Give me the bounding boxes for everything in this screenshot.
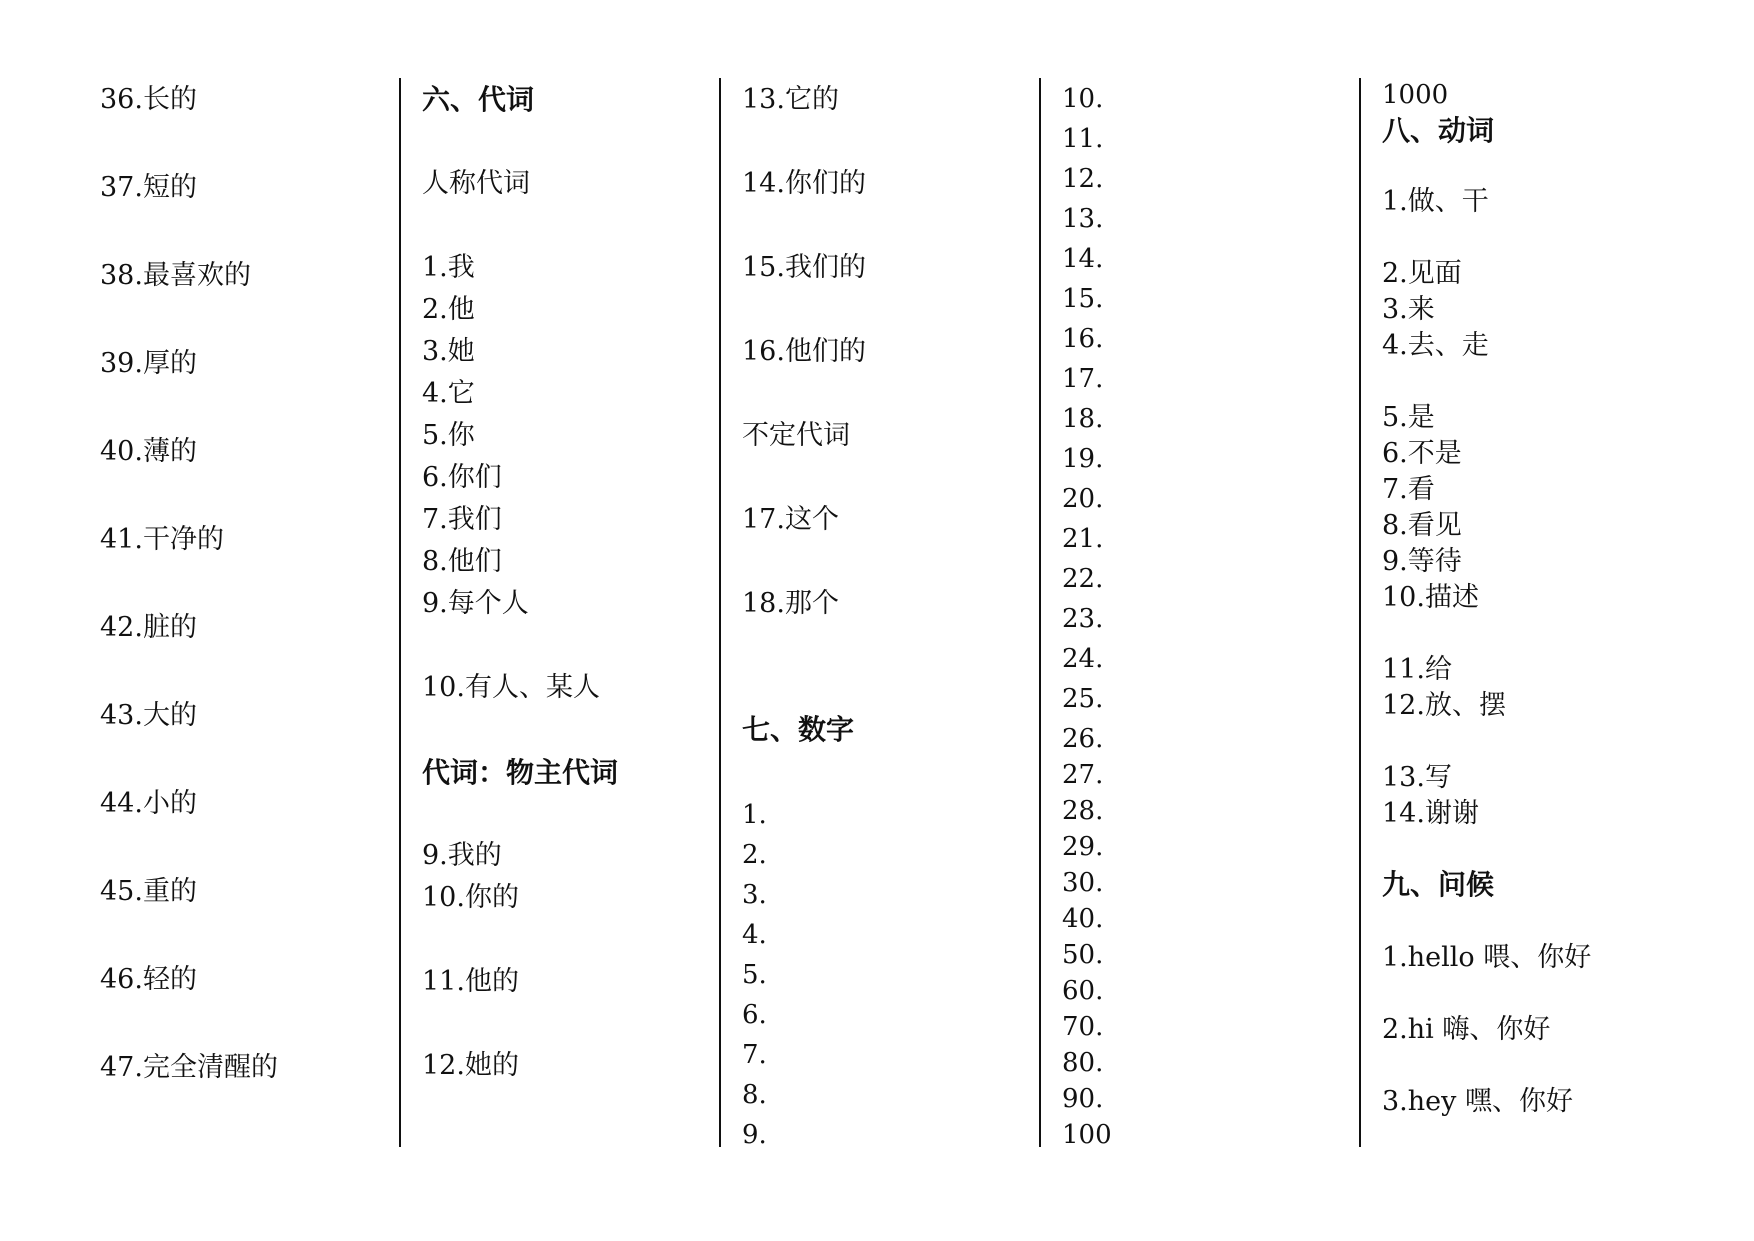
list-item: 3.来 — [1382, 294, 1435, 325]
list-item: 9.每个人 — [422, 588, 529, 619]
list-item: 21. — [1062, 524, 1104, 554]
list-item: 11.给 — [1382, 654, 1452, 685]
list-item: 3.hey 嘿、你好 — [1382, 1086, 1573, 1117]
list-item: 40.薄的 — [100, 436, 197, 467]
list-item: 10.描述 — [1382, 582, 1479, 613]
list-item: 10.你的 — [422, 882, 519, 913]
list-item: 9.我的 — [422, 840, 502, 871]
list-item: 9.等待 — [1382, 546, 1462, 577]
list-item: 3. — [742, 880, 767, 910]
list-item: 4.它 — [422, 378, 475, 409]
list-item: 28. — [1062, 796, 1104, 826]
list-item: 18.那个 — [742, 588, 839, 619]
list-item: 70. — [1062, 1012, 1104, 1042]
list-item: 15.我们的 — [742, 252, 866, 283]
list-item: 2.他 — [422, 294, 475, 325]
list-item: 7.我们 — [422, 504, 502, 535]
list-item: 5. — [742, 960, 767, 990]
column-divider — [1359, 78, 1361, 1147]
list-item: 41.干净的 — [100, 524, 224, 555]
list-item: 16. — [1062, 324, 1104, 354]
list-item: 7.看 — [1382, 474, 1435, 505]
list-item: 17. — [1062, 364, 1104, 394]
column-divider — [719, 78, 721, 1147]
list-item: 50. — [1062, 940, 1104, 970]
list-item: 14. — [1062, 244, 1104, 274]
list-item: 6. — [742, 1000, 767, 1030]
list-item: 80. — [1062, 1048, 1104, 1078]
list-item: 45.重的 — [100, 876, 197, 907]
list-item: 12.放、摆 — [1382, 690, 1506, 721]
list-item: 3.她 — [422, 336, 475, 367]
list-item: 20. — [1062, 484, 1104, 514]
list-item: 44.小的 — [100, 788, 197, 819]
list-item: 13.写 — [1382, 762, 1452, 793]
list-item: 22. — [1062, 564, 1104, 594]
list-item: 23. — [1062, 604, 1104, 634]
list-item: 16.他们的 — [742, 336, 866, 367]
list-item: 90. — [1062, 1084, 1104, 1114]
list-item: 1000 — [1382, 80, 1449, 110]
list-item: 14.你们的 — [742, 168, 866, 199]
list-item: 30. — [1062, 868, 1104, 898]
list-item: 14.谢谢 — [1382, 798, 1479, 829]
list-item: 12. — [1062, 164, 1104, 194]
list-item: 5.是 — [1382, 402, 1435, 433]
list-item: 11. — [1062, 124, 1104, 154]
list-item: 17.这个 — [742, 504, 839, 535]
list-item: 9. — [742, 1120, 767, 1150]
list-item: 4. — [742, 920, 767, 950]
list-item: 2.见面 — [1382, 258, 1462, 289]
list-item: 4.去、走 — [1382, 330, 1489, 361]
list-item: 5.你 — [422, 420, 475, 451]
list-item: 10. — [1062, 84, 1104, 114]
list-item: 37.短的 — [100, 172, 197, 203]
subsection-label: 人称代词 — [422, 168, 530, 199]
list-item: 1.我 — [422, 252, 475, 283]
list-item: 42.脏的 — [100, 612, 197, 643]
section-heading: 七、数字 — [742, 713, 855, 746]
list-item: 1.做、干 — [1382, 186, 1489, 217]
list-item: 25. — [1062, 684, 1104, 714]
section-heading: 代词：物主代词 — [422, 756, 619, 789]
list-item: 13. — [1062, 204, 1104, 234]
column-divider — [399, 78, 401, 1147]
column-divider — [1039, 78, 1041, 1147]
list-item: 39.厚的 — [100, 348, 197, 379]
list-item: 47.完全清醒的 — [100, 1052, 278, 1083]
list-item: 43.大的 — [100, 700, 197, 731]
list-item: 26. — [1062, 724, 1104, 754]
list-item: 60. — [1062, 976, 1104, 1006]
list-item: 19. — [1062, 444, 1104, 474]
list-item: 46.轻的 — [100, 964, 197, 995]
list-item: 6.你们 — [422, 462, 502, 493]
section-heading: 八、动词 — [1382, 114, 1495, 147]
list-item: 2. — [742, 840, 767, 870]
list-item: 8.他们 — [422, 546, 502, 577]
list-item: 10.有人、某人 — [422, 672, 600, 703]
list-item: 11.他的 — [422, 966, 519, 997]
list-item: 38.最喜欢的 — [100, 260, 251, 291]
list-item: 18. — [1062, 404, 1104, 434]
list-item: 100 — [1062, 1120, 1112, 1150]
list-item: 13.它的 — [742, 84, 839, 115]
list-item: 36.长的 — [100, 84, 197, 115]
section-heading: 九、问候 — [1382, 868, 1495, 901]
list-item: 2.hi 嗨、你好 — [1382, 1014, 1551, 1045]
list-item: 6.不是 — [1382, 438, 1462, 469]
list-item: 29. — [1062, 832, 1104, 862]
list-item: 7. — [742, 1040, 767, 1070]
subsection-label: 不定代词 — [742, 420, 850, 451]
list-item: 40. — [1062, 904, 1104, 934]
list-item: 8.看见 — [1382, 510, 1462, 541]
section-heading: 六、代词 — [422, 83, 535, 116]
list-item: 27. — [1062, 760, 1104, 790]
list-item: 1.hello 喂、你好 — [1382, 942, 1592, 973]
list-item: 24. — [1062, 644, 1104, 674]
list-item: 15. — [1062, 284, 1104, 314]
list-item: 8. — [742, 1080, 767, 1110]
list-item: 1. — [742, 800, 767, 830]
list-item: 12.她的 — [422, 1050, 519, 1081]
